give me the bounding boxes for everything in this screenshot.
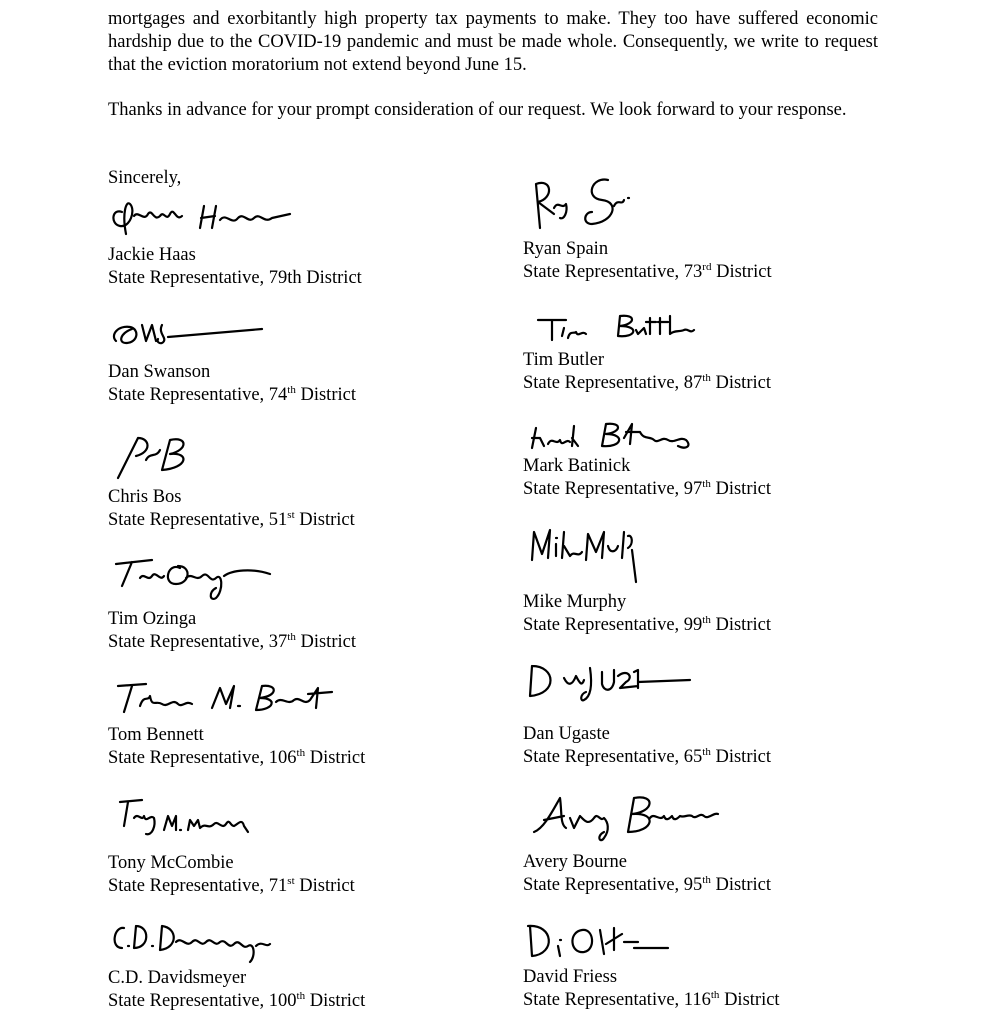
signer-tony-mccombie bbox=[108, 852, 355, 898]
signer-name: Avery Bourne bbox=[523, 852, 627, 872]
signer-dan-ugaste bbox=[523, 723, 771, 769]
signer-name: Dan Swanson bbox=[108, 362, 211, 382]
signer-title: State Representative, 99th District bbox=[523, 613, 771, 635]
signer-name: Tony McCombie bbox=[108, 853, 234, 873]
signer-name: Ryan Spain bbox=[523, 239, 609, 259]
signer-title: State Representative, 87th District bbox=[523, 371, 771, 393]
signature-cd-davidsmeyer bbox=[108, 920, 278, 968]
signature-dan-ugaste bbox=[526, 658, 694, 708]
signature-chris-bos bbox=[108, 430, 198, 482]
signer-name: C.D. Davidsmeyer bbox=[108, 968, 247, 988]
signature-david-friess bbox=[524, 920, 674, 962]
signer-name: Tim Butler bbox=[523, 350, 605, 370]
signer-title: State Representative, 51st District bbox=[108, 508, 355, 530]
signer-title: State Representative, 116th District bbox=[523, 988, 780, 1010]
signer-name: Tim Ozinga bbox=[108, 609, 197, 629]
signer-title: State Representative, 73rd District bbox=[523, 260, 772, 282]
signer-dan-swanson bbox=[108, 361, 356, 407]
signer-title: State Representative, 65th District bbox=[523, 745, 771, 767]
signature-mark-batinick bbox=[526, 418, 698, 456]
signer-cd-davidsmeyer bbox=[108, 967, 365, 1013]
signer-title: State Representative, 97th District bbox=[523, 477, 771, 499]
signer-title: State Representative, 71st District bbox=[108, 874, 355, 896]
signer-name: Jackie Haas bbox=[108, 245, 196, 265]
signer-tim-butler bbox=[523, 349, 771, 395]
body-paragraph-1: mortgages and exorbitantly high property tax payments to make. They too have suffered economic hardship due to the COVID-19 pandemic and must be made whole. Consequently, we write to request that the eviction moratorium not extend beyond June 15. bbox=[108, 9, 878, 75]
signer-title: State Representative, 74th District bbox=[108, 383, 356, 405]
signer-name: Tom Bennett bbox=[108, 725, 204, 745]
signature-tim-butler bbox=[534, 310, 704, 346]
signer-chris-bos bbox=[108, 486, 355, 532]
signer-tim-ozinga bbox=[108, 608, 356, 654]
signer-david-friess bbox=[523, 966, 780, 1012]
signer-mike-murphy bbox=[523, 591, 771, 637]
body-paragraph-2: Thanks in advance for your prompt consideration of our request. We look forward to your response. bbox=[108, 100, 847, 120]
signature-jackie-haas bbox=[108, 194, 298, 240]
signature-tim-ozinga bbox=[112, 554, 272, 606]
signer-tom-bennett bbox=[108, 724, 365, 770]
signer-name: Dan Ugaste bbox=[523, 724, 610, 744]
signature-tony-mccombie bbox=[114, 796, 264, 844]
signer-title: State Representative, 95th District bbox=[523, 873, 771, 895]
signature-dan-swanson bbox=[108, 313, 268, 349]
signer-name: Chris Bos bbox=[108, 487, 182, 507]
signer-name: David Friess bbox=[523, 967, 618, 987]
signature-tom-bennett bbox=[112, 680, 338, 720]
signer-title: State Representative, 79th District bbox=[108, 268, 362, 288]
signer-avery-bourne bbox=[523, 851, 771, 897]
signer-name: Mike Murphy bbox=[523, 592, 627, 612]
signer-title: State Representative, 106th District bbox=[108, 746, 366, 768]
signer-name: Mark Batinick bbox=[523, 456, 631, 476]
signature-mike-murphy bbox=[528, 522, 644, 584]
signer-title: State Representative, 100th District bbox=[108, 989, 366, 1011]
signer-mark-batinick bbox=[523, 455, 771, 501]
signature-ryan-spain bbox=[528, 172, 638, 234]
signer-jackie-haas bbox=[108, 244, 362, 290]
signer-ryan-spain bbox=[523, 238, 772, 284]
closing-salutation: Sincerely, bbox=[108, 168, 182, 188]
signature-avery-bourne bbox=[530, 788, 726, 848]
signer-title: State Representative, 37th District bbox=[108, 630, 356, 652]
